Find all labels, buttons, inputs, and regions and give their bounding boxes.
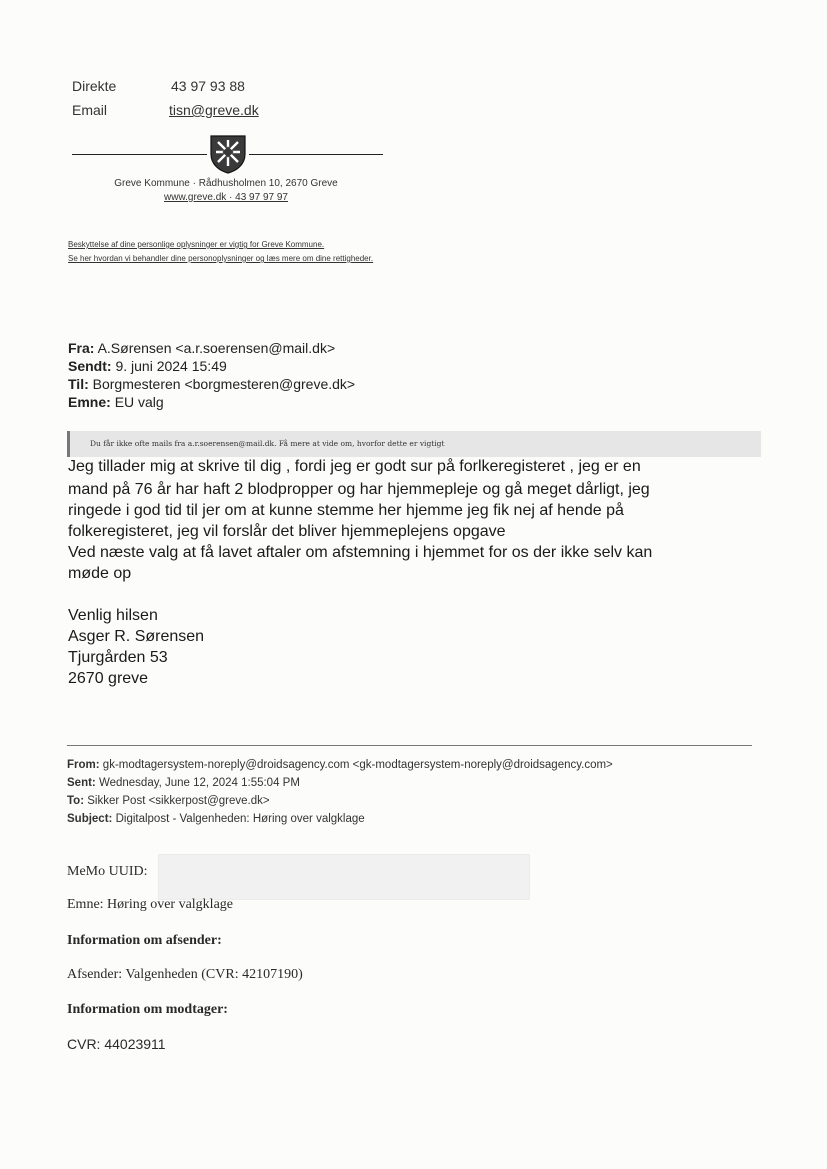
fwd-from-label: From: — [67, 759, 100, 771]
fwd-sent-label: Sent: — [67, 777, 96, 789]
sender-info: Afsender: Valgenheden (CVR: 42107190) — [67, 967, 303, 982]
message-line: møde op — [68, 565, 132, 582]
fwd-to — [67, 795, 270, 807]
fwd-from — [67, 759, 613, 771]
sender-info-heading: Information om afsender: — [67, 933, 222, 948]
fwd-sent-value: Wednesday, June 12, 2024 1:55:04 PM — [98, 777, 300, 789]
closing: Venlig hilsen — [68, 607, 158, 624]
municipality-address: Greve Kommune · Rådhusholmen 10, 2670 Greve — [114, 178, 338, 189]
sent-label: Sendt: — [68, 358, 112, 374]
redacted-uuid — [158, 854, 530, 900]
forward-divider — [67, 745, 752, 746]
message-line: Ved næste valg at få lavet aftaler om afstemning i hjemmet for os der ikke selv kan — [68, 544, 653, 561]
fwd-subject-value: Digitalpost - Valgenheden: Høring over valgklage — [115, 813, 365, 825]
email-subject — [68, 393, 164, 411]
divider-right — [249, 154, 383, 155]
notice-text: Du får ikke ofte mails fra a.r.soerensen@mail.dk. Få mere at vide om, hvorfor dette er vigtigt — [90, 439, 445, 448]
email-label: Email — [72, 102, 108, 118]
to-value: Borgmesteren <borgmesteren@greve.dk> — [92, 376, 356, 392]
privacy-notice[interactable]: Beskyttelse af dine personlige oplysninger er vigtig for Greve Kommune. — [68, 240, 325, 249]
subject-label: Emne: — [68, 394, 111, 410]
email-link[interactable]: tisn@greve.dk — [169, 102, 259, 118]
sent-value: 9. juni 2024 15:49 — [115, 358, 227, 374]
fwd-from-value: gk-modtagersystem-noreply@droidsagency.com <gk-modtagersystem-noreply@droidsagency.com> — [102, 759, 613, 771]
message-line: mand på 76 år har haft 2 blodpropper og har hjemmepleje og gå meget dårligt, jeg — [68, 481, 650, 498]
recipient-info-heading: Information om modtager: — [67, 1002, 228, 1017]
digitalpost-subject: Emne: Høring over valgklage — [67, 897, 234, 912]
direct-phone: 43 97 93 88 — [171, 78, 245, 94]
message-line: Jeg tillader mig at skrive til dig , fordi jeg er godt sur på forlkeregisteret , jeg er en — [68, 458, 641, 475]
sender-street: Tjurgården 53 — [68, 649, 168, 666]
sender-city: 2670 greve — [68, 670, 149, 687]
fwd-subject-label: Subject: — [67, 813, 113, 825]
greve-coat-of-arms-icon — [209, 134, 247, 174]
email-from — [68, 339, 335, 357]
email-sent — [68, 357, 227, 375]
municipality-web[interactable]: www.greve.dk · 43 97 97 97 — [164, 192, 288, 203]
message-line: ringede i god tid til jer om at kunne stemme her hjemme jeg fik nej af hende på — [68, 502, 624, 519]
email-to — [68, 375, 355, 393]
fwd-subject — [67, 813, 365, 825]
divider-left — [72, 154, 207, 155]
subject-value: EU valg — [114, 394, 164, 410]
memo-uuid-label: MeMo UUID: — [67, 864, 148, 879]
from-label: Fra: — [68, 340, 95, 356]
from-value: A.Sørensen <a.r.soerensen@mail.dk> — [97, 340, 336, 356]
privacy-link[interactable]: Se her hvordan vi behandler dine personoplysninger og læs mere om dine rettigheder. — [68, 254, 374, 263]
message-line: folkeregisteret, jeg vil forslår det bliver hjemmeplejens opgave — [68, 523, 506, 540]
external-sender-notice — [67, 431, 761, 457]
fwd-to-value: Sikker Post <sikkerpost@greve.dk> — [87, 795, 270, 807]
fwd-to-label: To: — [67, 795, 85, 807]
sender-name: Asger R. Sørensen — [68, 628, 205, 645]
to-label: Til: — [68, 376, 89, 392]
fwd-sent — [67, 777, 300, 789]
direct-label: Direkte — [72, 78, 117, 94]
recipient-info: CVR: 44023911 — [67, 1036, 166, 1052]
